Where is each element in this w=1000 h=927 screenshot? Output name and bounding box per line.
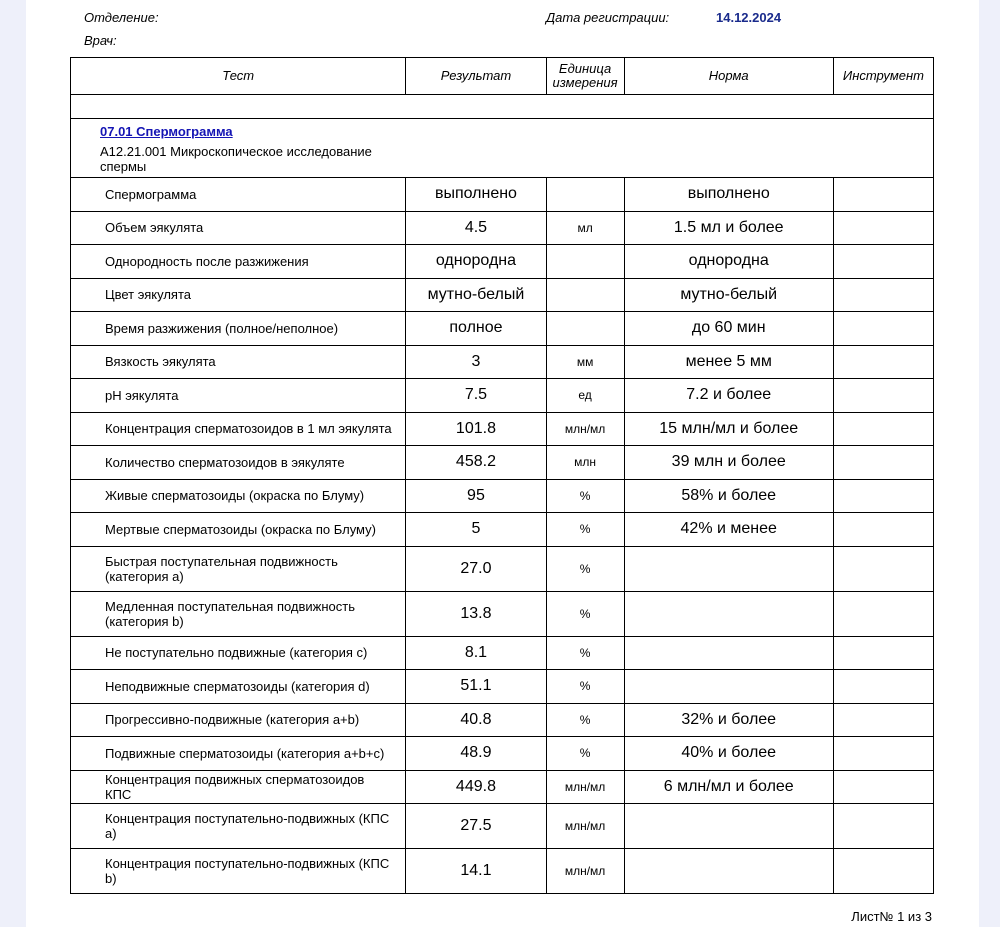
table-row <box>71 278 934 312</box>
unit-cell: % <box>546 479 624 513</box>
test-cell: Концентрация поступательно-подвижных (КПС а) <box>71 804 406 849</box>
test-cell: Время разжижения (полное/неполное) <box>71 312 406 346</box>
result-cell: 8.1 <box>406 636 546 670</box>
header-test: Тест <box>71 58 406 95</box>
test-cell: Концентрация сперматозоидов в 1 мл эякулята <box>71 412 406 446</box>
result-cell: 449.8 <box>406 770 546 804</box>
registration-date-label: Дата регистрации: <box>546 10 670 25</box>
test-cell: Спермограмма <box>71 178 406 212</box>
unit-cell: млн/мл <box>546 770 624 804</box>
instrument-cell <box>833 278 933 312</box>
section-subtitle: А12.21.001 Микроскопическое исследование спермы <box>100 144 372 174</box>
table-row <box>71 513 934 547</box>
result-cell: 27.5 <box>406 804 546 849</box>
result-cell: 14.1 <box>406 849 546 894</box>
table-row <box>71 345 934 379</box>
table-row <box>71 770 934 804</box>
table-row <box>71 670 934 704</box>
instrument-cell <box>833 770 933 804</box>
norm-cell: 42% и менее <box>624 513 833 547</box>
instrument-cell <box>833 636 933 670</box>
blank-row <box>71 95 934 119</box>
unit-cell: млн <box>546 446 624 480</box>
result-cell: 3 <box>406 345 546 379</box>
table-row <box>71 211 934 245</box>
unit-cell <box>546 178 624 212</box>
instrument-cell <box>833 849 933 894</box>
test-cell: Цвет эякулята <box>71 278 406 312</box>
unit-cell: млн/мл <box>546 849 624 894</box>
norm-cell: до 60 мин <box>624 312 833 346</box>
test-cell: Подвижные сперматозоиды (категория a+b+c) <box>71 737 406 771</box>
norm-cell: 15 млн/мл и более <box>624 412 833 446</box>
table-row <box>71 479 934 513</box>
result-cell: 101.8 <box>406 412 546 446</box>
result-cell: 7.5 <box>406 379 546 413</box>
table-row <box>71 804 934 849</box>
test-cell: Количество сперматозоидов в эякуляте <box>71 446 406 480</box>
table-row <box>71 546 934 591</box>
test-cell: Медленная поступательная подвижность (категория b) <box>71 591 406 636</box>
unit-cell: ед <box>546 379 624 413</box>
table-row <box>71 703 934 737</box>
table-row <box>71 178 934 212</box>
unit-cell <box>546 245 624 279</box>
instrument-cell <box>833 804 933 849</box>
department-label: Отделение: <box>84 10 159 25</box>
table-row <box>71 636 934 670</box>
test-cell: Объем эякулята <box>71 211 406 245</box>
table-row <box>71 245 934 279</box>
section-row <box>71 119 934 178</box>
instrument-cell <box>833 178 933 212</box>
test-cell: Не поступательно подвижные (категория с) <box>71 636 406 670</box>
test-cell: Однородность после разжижения <box>71 245 406 279</box>
registration-date-value: 14.12.2024 <box>716 10 782 25</box>
test-cell: Концентрация подвижных сперматозоидов КПС <box>71 770 406 804</box>
unit-cell: млн/мл <box>546 412 624 446</box>
unit-cell: млн/мл <box>546 804 624 849</box>
instrument-cell <box>833 513 933 547</box>
result-cell: 40.8 <box>406 703 546 737</box>
result-cell: 4.5 <box>406 211 546 245</box>
norm-cell <box>624 636 833 670</box>
result-cell: однородна <box>406 245 546 279</box>
unit-cell <box>546 312 624 346</box>
result-cell: мутно-белый <box>406 278 546 312</box>
table-row <box>71 412 934 446</box>
table-header-row <box>71 58 934 95</box>
norm-cell: 1.5 мл и более <box>624 211 833 245</box>
instrument-cell <box>833 211 933 245</box>
instrument-cell <box>833 479 933 513</box>
unit-cell: % <box>546 670 624 704</box>
result-cell: 5 <box>406 513 546 547</box>
report-page <box>26 0 979 927</box>
test-cell: Концентрация поступательно-подвижных (КПС b) <box>71 849 406 894</box>
unit-cell: % <box>546 737 624 771</box>
unit-cell: % <box>546 513 624 547</box>
norm-cell <box>624 546 833 591</box>
instrument-cell <box>833 412 933 446</box>
header-instrument: Инструмент <box>833 58 933 95</box>
table-row <box>71 446 934 480</box>
result-cell: выполнено <box>406 178 546 212</box>
table-row <box>71 379 934 413</box>
result-cell: 458.2 <box>406 446 546 480</box>
header-unit-line1: Единица <box>558 61 612 76</box>
instrument-cell <box>833 312 933 346</box>
norm-cell: 58% и более <box>624 479 833 513</box>
instrument-cell <box>833 379 933 413</box>
instrument-cell <box>833 446 933 480</box>
norm-cell: выполнено <box>624 178 833 212</box>
norm-cell: однородна <box>624 245 833 279</box>
table-row <box>71 849 934 894</box>
section-title-link[interactable]: 07.01 Спермограмма <box>100 124 233 139</box>
test-cell: pH эякулята <box>71 379 406 413</box>
page-number: Лист№ 1 из 3 <box>851 909 932 924</box>
result-cell: 95 <box>406 479 546 513</box>
result-cell: 13.8 <box>406 591 546 636</box>
unit-cell: мл <box>546 211 624 245</box>
table-row <box>71 591 934 636</box>
norm-cell: 40% и более <box>624 737 833 771</box>
test-cell: Мертвые сперматозоиды (окраска по Блуму) <box>71 513 406 547</box>
result-cell: 27.0 <box>406 546 546 591</box>
header-unit-line2: измерения <box>552 75 618 90</box>
norm-cell <box>624 849 833 894</box>
unit-cell: % <box>546 591 624 636</box>
results-table <box>70 57 934 894</box>
unit-cell: % <box>546 703 624 737</box>
unit-cell: % <box>546 546 624 591</box>
instrument-cell <box>833 737 933 771</box>
doctor-label: Врач: <box>84 33 117 48</box>
test-cell: Быстрая поступательная подвижность (категория а) <box>71 546 406 591</box>
test-cell: Вязкость эякулята <box>71 345 406 379</box>
norm-cell: 7.2 и более <box>624 379 833 413</box>
instrument-cell <box>833 703 933 737</box>
result-cell: полное <box>406 312 546 346</box>
instrument-cell <box>833 670 933 704</box>
unit-cell <box>546 278 624 312</box>
norm-cell <box>624 670 833 704</box>
norm-cell: 6 млн/мл и более <box>624 770 833 804</box>
test-cell: Прогрессивно-подвижные (категория a+b) <box>71 703 406 737</box>
table-row <box>71 312 934 346</box>
table-row <box>71 737 934 771</box>
norm-cell <box>624 591 833 636</box>
test-cell: Живые сперматозоиды (окраска по Блуму) <box>71 479 406 513</box>
norm-cell: 32% и более <box>624 703 833 737</box>
norm-cell: менее 5 мм <box>624 345 833 379</box>
instrument-cell <box>833 345 933 379</box>
header-unit <box>546 58 624 95</box>
unit-cell: мм <box>546 345 624 379</box>
instrument-cell <box>833 591 933 636</box>
instrument-cell <box>833 546 933 591</box>
result-cell: 48.9 <box>406 737 546 771</box>
result-cell: 51.1 <box>406 670 546 704</box>
test-cell: Неподвижные сперматозоиды (категория d) <box>71 670 406 704</box>
instrument-cell <box>833 245 933 279</box>
norm-cell <box>624 804 833 849</box>
header-result: Результат <box>406 58 546 95</box>
header-norm: Норма <box>624 58 833 95</box>
norm-cell: мутно-белый <box>624 278 833 312</box>
unit-cell: % <box>546 636 624 670</box>
norm-cell: 39 млн и более <box>624 446 833 480</box>
